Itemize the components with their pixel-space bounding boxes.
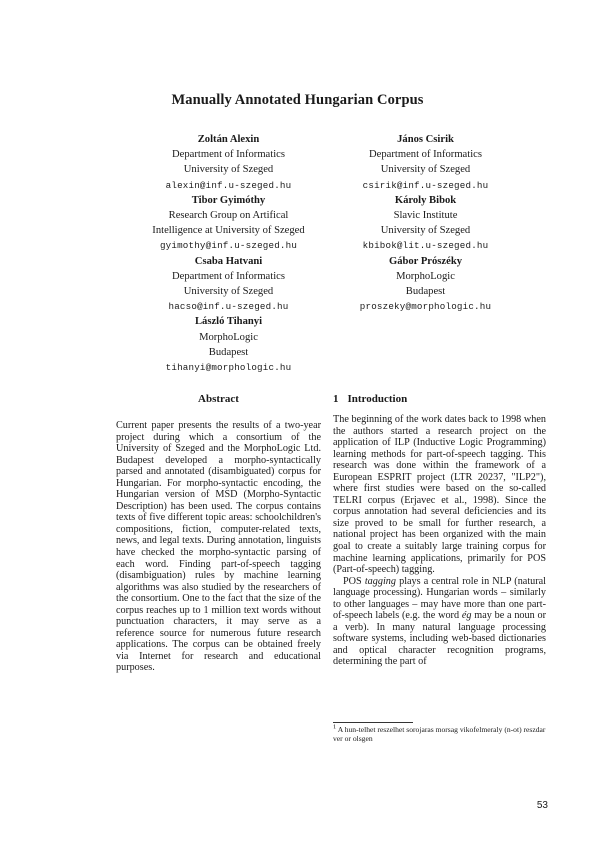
author-name: János Csirik bbox=[397, 134, 454, 145]
author-email: proszeky@morphologic.hu bbox=[359, 301, 492, 313]
author-affiliation: University of Szeged bbox=[380, 225, 471, 237]
author-block bbox=[323, 254, 528, 315]
author-affiliation: Research Group on Artifical bbox=[168, 210, 289, 222]
author-block bbox=[126, 314, 331, 375]
author-affiliation: University of Szeged bbox=[183, 164, 274, 176]
section-number: 1 bbox=[333, 393, 339, 405]
author-block bbox=[323, 193, 528, 254]
author-affiliation: MorphoLogic bbox=[396, 270, 455, 282]
abstract-text: Current paper presents the results of a two-year project during which a consortium of the University of Szeged and the MorphoLogic Ltd. Budapest developed a morpho-syntactically parsed and annotated (disambiguated) corpus for Hungarian. For morpho-syntactic encoding, the Hungarian version of MSD (Morpho-Syntactic Description) has been used. The corpus contains texts of five different topic areas: schoolchildren's compositions, fiction, computer-related texts, news, and legal texts. During annotation, linguists have checked the morpho-syntactic parsing of each word. Finding part-of-speech tagging (disambiguation) rules by machine learning algorithms was also studied by the researchers of the consortium. One to the fact that the size of the corpus reaches up to 1 million text words without punctuation characters, it may serve as a reference source for numerous future research applications. The corpus can be obtained freely via Internet for research and educational purposes. bbox=[116, 420, 321, 674]
introduction-text bbox=[333, 414, 546, 668]
author-affiliation: Budapest bbox=[208, 346, 249, 358]
author-name: Tibor Gyimóthy bbox=[191, 194, 266, 206]
author-name: László Tihanyi bbox=[194, 316, 263, 328]
italic-term: tagging bbox=[364, 575, 396, 587]
footnote-text: A hun-telhet reszelhet sorojaras morsag vikofelmeraly (n-ot) reszdar ver or olsgen bbox=[333, 725, 546, 743]
author-affiliation: Department of Informatics bbox=[369, 149, 482, 161]
author-column-right bbox=[323, 132, 528, 314]
author-name: Zoltán Alexin bbox=[197, 134, 260, 145]
abstract-heading: Abstract bbox=[198, 393, 239, 405]
author-affiliation: Budapest bbox=[405, 286, 446, 298]
author-block bbox=[126, 254, 331, 315]
author-block bbox=[126, 193, 331, 254]
footnote-divider bbox=[333, 722, 413, 723]
page-number: 53 bbox=[536, 800, 548, 811]
author-email: csirik@inf.u-szeged.hu bbox=[362, 179, 489, 191]
author-email: alexin@inf.u-szeged.hu bbox=[165, 179, 292, 191]
author-name: Csaba Hatvani bbox=[194, 255, 263, 267]
author-column-left bbox=[126, 132, 331, 375]
author-block bbox=[126, 132, 331, 193]
paper-title: Manually Annotated Hungarian Corpus bbox=[171, 92, 424, 108]
author-name: Gábor Prószéky bbox=[388, 255, 463, 267]
author-affiliation: University of Szeged bbox=[183, 286, 274, 298]
example-word: ég bbox=[461, 610, 472, 622]
author-name: Károly Bibok bbox=[394, 194, 457, 206]
intro-paragraph-2: POS tagging plays a central role in NLP (natural language processing). Hungarian words – similarly to other languages – may have more than one part-of-speech labels (e.g. the word ég may be a noun or a verb). In many natural language processing software systems, including web-based dictionaries and optical character recognition programs, determining the part of bbox=[333, 575, 546, 668]
author-affiliation: University of Szeged bbox=[380, 164, 471, 176]
author-affiliation: Intelligence at University of Szeged bbox=[152, 225, 305, 237]
author-affiliation: Slavic Institute bbox=[393, 210, 458, 222]
footnote-marker: 1 bbox=[333, 723, 337, 731]
intro-paragraph-1: The beginning of the work dates back to 1998 when the authors started a research project on the application of ILP (Inductive Logic Programming) learning methods for part-of-speech tagging. This research was done within the framework of a European ESPRIT project (LTR 20237, "ILP2"), where first studies were based on the so-called TELRI corpus (Erjavec et al., 1998). Since the corpus annotation had several deficiencies and its size proved to be small for further research, a national project has been organized with the main goal to create a suitably large training corpus for machine learning applications, primarily for POS (Part-of-speech) tagging. bbox=[333, 414, 546, 576]
author-email: kbibok@lit.u-szeged.hu bbox=[362, 240, 489, 252]
author-block bbox=[323, 132, 528, 193]
section-heading-introduction bbox=[333, 393, 407, 405]
author-email: gyimothy@inf.u-szeged.hu bbox=[159, 240, 298, 252]
author-email: hacso@inf.u-szeged.hu bbox=[168, 301, 289, 313]
footnote bbox=[333, 725, 546, 743]
author-affiliation: Department of Informatics bbox=[172, 270, 285, 282]
author-email: tihanyi@morphologic.hu bbox=[165, 362, 292, 374]
author-affiliation: MorphoLogic bbox=[199, 331, 258, 343]
author-affiliation: Department of Informatics bbox=[172, 149, 285, 161]
section-title: Introduction bbox=[347, 393, 408, 405]
